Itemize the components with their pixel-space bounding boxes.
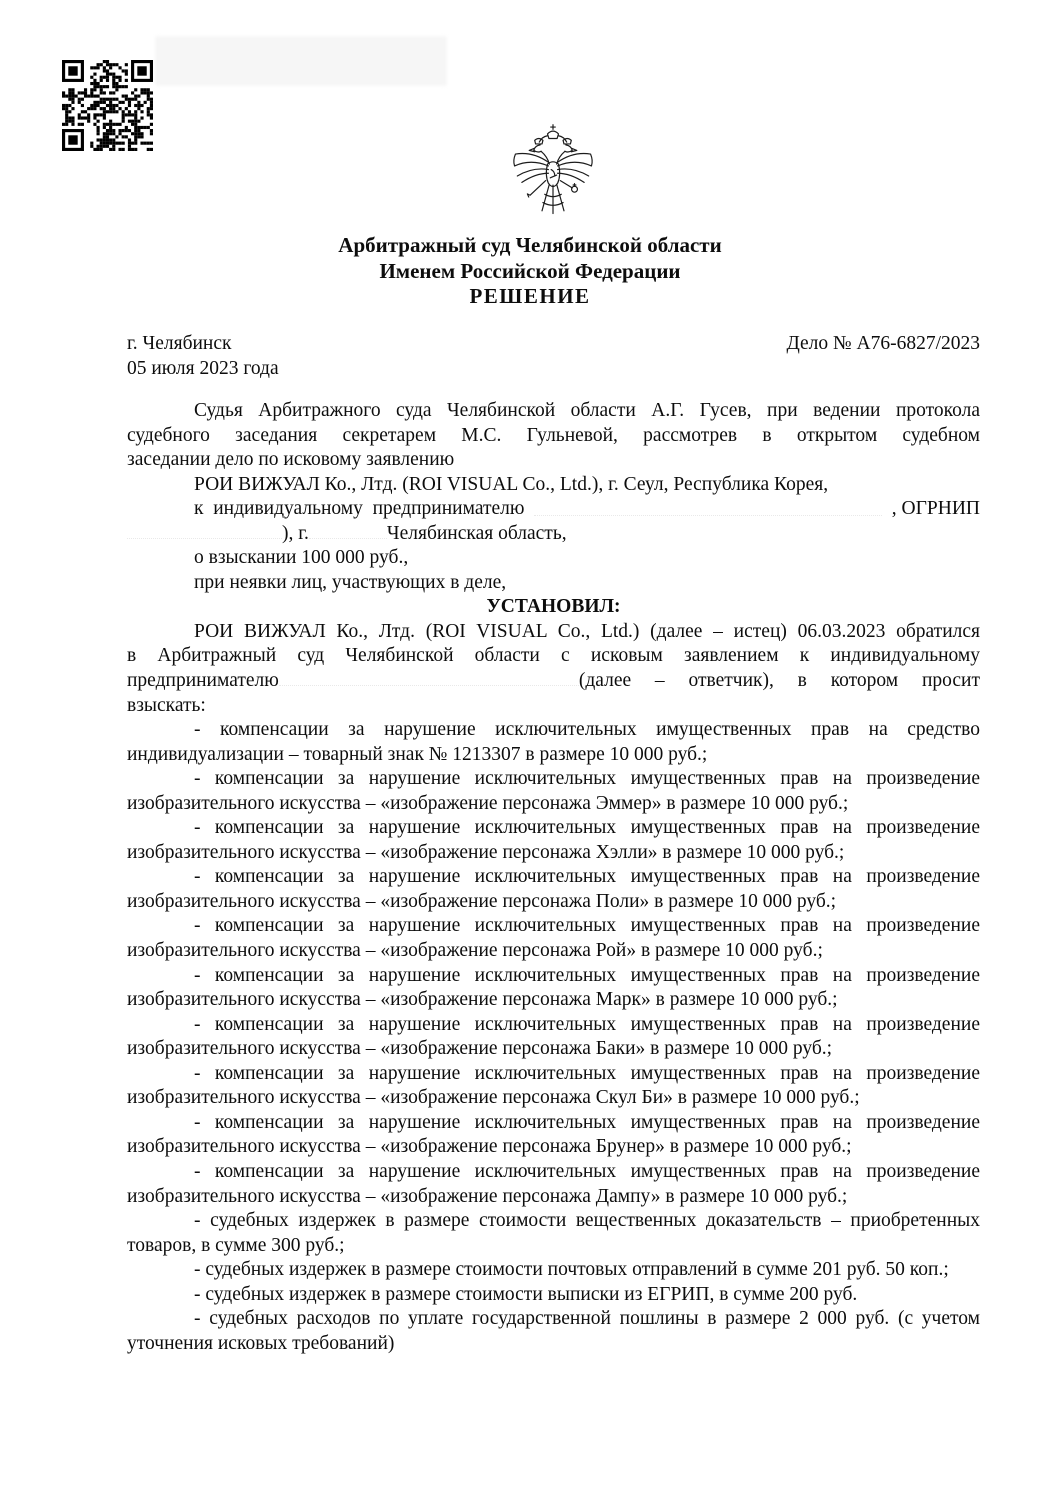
doc-line: изобразительного искусства – «изображение персонажа Рой» в размере 10 000 руб.; [127,940,823,962]
document-header [0,233,1060,310]
doc-line: ), г. Челябинская область, [127,522,980,547]
doc-line: - компенсации за нарушение исключительных имущественных прав на произведение [194,866,980,888]
doc-line: Судья Арбитражного суда Челябинской области А.Г. Гусев, при ведении протокола [194,400,980,421]
doc-line: заседании дело по исковому заявлению [127,449,455,471]
redacted-gap [309,526,387,539]
decision-date: 05 июля 2023 года [127,358,279,379]
doc-line: судебного заседания секретарем М.С. Гульневой, рассмотрев в открытом судебном [127,424,980,446]
doc-line: - компенсации за нарушение исключительных имущественных прав на произведение [194,1013,980,1035]
doc-line: в Арбитражный суд Челябинской области с исковым заявлением к индивидуальному [127,645,980,667]
doc-line: изобразительного искусства – «изображение персонажа Марк» в размере 10 000 руб.; [127,989,838,1011]
doc-line: - компенсации за нарушение исключительных имущественных прав на произведение [194,915,980,937]
doc-type-title: РЕШЕНИЕ [469,284,591,308]
doc-line: - компенсации за нарушение исключительных имущественных прав на средство [194,719,980,741]
doc-line: изобразительного искусства – «изображение персонажа Поли» в размере 10 000 руб.; [127,890,837,912]
faded-stamp-watermark [155,36,447,86]
doc-line: - судебных издержек в размере стоимости вещественных доказательств – приобретенных [194,1210,980,1232]
redacted-gap [127,526,282,539]
doc-line: к индивидуальному предпринимателю , ОГРНИП [194,498,980,520]
case-meta [127,331,980,381]
court-name: Арбитражный суд Челябинской области [338,233,722,257]
case-number: Дело № А76-6827/2023 [786,333,980,354]
redacted-gap [534,503,881,516]
doc-line: - компенсации за нарушение исключительных имущественных прав на произведение [194,964,980,986]
doc-line: изобразительного искусства – «изображение персонажа Эммер» в размере 10 000 руб.; [127,792,849,814]
doc-line: изобразительного искусства – «изображение персонажа Хэлли» в размере 10 000 руб.; [127,841,845,863]
russia-coat-of-arms-icon [506,122,600,230]
doc-line: изобразительного искусства – «изображение персонажа Брунер» в размере 10 000 руб.; [127,1136,852,1158]
doc-line: - компенсации за нарушение исключительных имущественных прав на произведение [194,1111,980,1133]
doc-line: взыскать: [127,694,206,716]
doc-line: РОИ ВИЖУАЛ Ко., Лтд. (ROI VISUAL Co., Ltd.) (далее – истец) 06.03.2023 обратился [194,620,980,642]
doc-line: - компенсации за нарушение исключительных имущественных прав на произведение [194,1160,980,1182]
doc-line: - компенсации за нарушение исключительных имущественных прав на произведение [194,768,980,790]
doc-line: - судебных издержек в размере стоимости почтовых отправлений в сумме 201 руб. 50 коп.; [194,1259,949,1281]
document-body [127,399,980,1356]
doc-line: - компенсации за нарушение исключительных имущественных прав на произведение [194,817,980,839]
in-the-name-line: Именем Российской Федерации [379,258,681,283]
city-label: г. Челябинск [127,333,232,354]
doc-line: - судебных издержек в размере стоимости выписки из ЕГРИП, в сумме 200 руб. [194,1283,858,1305]
doc-line: при неявки лиц, участвующих в деле, [194,571,507,593]
redacted-gap [279,673,579,686]
doc-line: - компенсации за нарушение исключительных имущественных прав на произведение [194,1062,980,1084]
qr-code [62,60,153,151]
doc-line: - судебных расходов по уплате государственной пошлины в размере 2 000 руб. (с учетом [194,1308,980,1330]
doc-line: изобразительного искусства – «изображение персонажа Дампу» в размере 10 000 руб.; [127,1185,848,1207]
doc-line: РОИ ВИЖУАЛ Ко., Лтд. (ROI VISUAL Co., Ltd.), г. Сеул, Республика Корея, [194,473,829,495]
doc-line: УСТАНОВИЛ: [486,596,621,618]
doc-line: о взыскании 100 000 руб., [194,547,409,569]
doc-line: индивидуализации – товарный знак № 1213307 в размере 10 000 руб.; [127,743,708,765]
doc-line: уточнения исковых требований) [127,1332,395,1354]
doc-line: изобразительного искусства – «изображение персонажа Баки» в размере 10 000 руб.; [127,1038,833,1060]
doc-line: изобразительного искусства – «изображение персонажа Скул Би» в размере 10 000 руб.; [127,1087,860,1109]
doc-line: предпринимателю (далее – ответчик), в котором просит [127,670,980,692]
doc-line: товаров, в сумме 300 руб.; [127,1234,345,1256]
